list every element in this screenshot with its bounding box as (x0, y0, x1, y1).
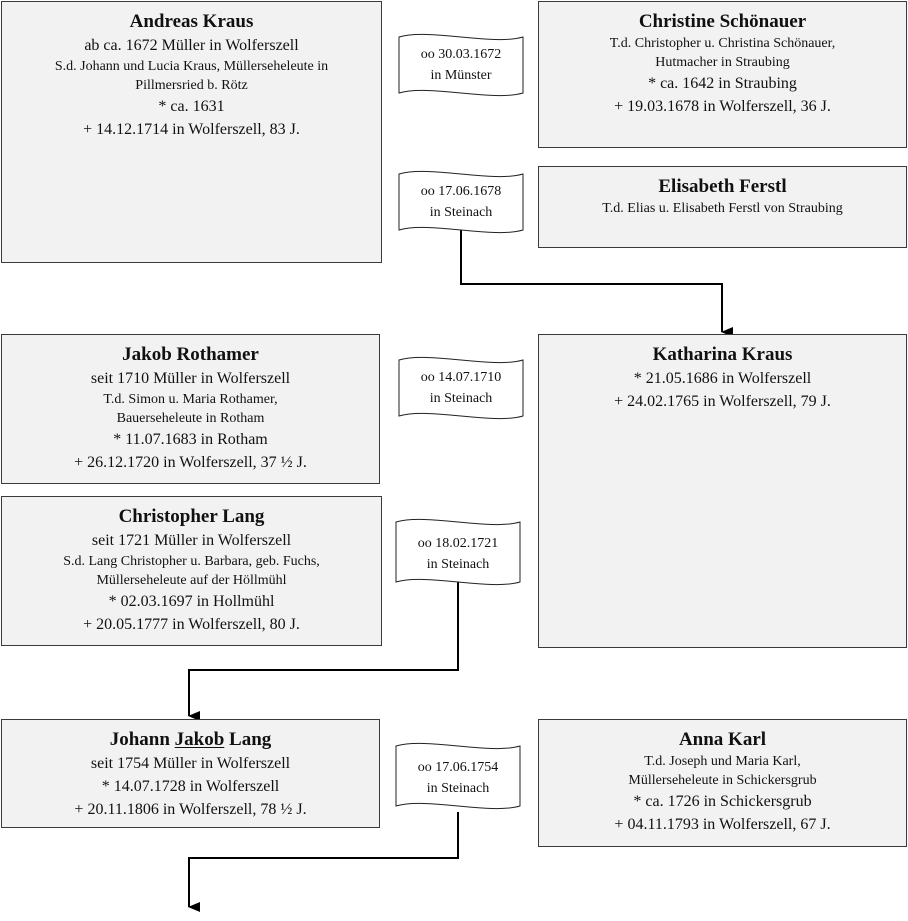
person-box-johann-jakob-lang (1, 719, 380, 828)
marriage-flag-1710 (398, 354, 524, 424)
person-parents: T.d. Simon u. Maria Rothamer, (103, 392, 278, 407)
marriage-place: in Steinach (426, 557, 490, 572)
person-parents: S.d. Lang Christopher u. Barbara, geb. Fuchs, (63, 554, 320, 569)
person-died: + 26.12.1720 in Wolferszell, 37 ½ J. (74, 454, 307, 471)
person-occupation: seit 1721 Müller in Wolferszell (91, 532, 292, 549)
person-name: Christopher Lang (118, 506, 265, 527)
marriage-date: oo 17.06.1754 (417, 760, 499, 775)
person-occupation: ab ca. 1672 Müller in Wolferszell (84, 37, 299, 54)
person-parents: T.d. Joseph und Maria Karl, (644, 754, 801, 769)
person-parents: T.d. Elias u. Elisabeth Ferstl von Straubing (602, 201, 843, 216)
person-name: Christine Schönauer (638, 11, 807, 32)
marriage-flag-1678 (398, 168, 524, 238)
person-box-christine-schoenauer (538, 1, 907, 148)
marriage-place: in Steinach (429, 391, 493, 406)
person-box-jakob-rothamer (1, 334, 380, 484)
person-born: * 11.07.1683 in Rotham (113, 431, 268, 448)
marriage-place: in Münster (430, 68, 492, 83)
person-name: Elisabeth Ferstl (658, 176, 787, 197)
marriage-flag-1754 (395, 740, 521, 810)
person-born: * ca. 1726 in Schickersgrub (633, 793, 812, 810)
person-born: * 02.03.1697 in Hollmühl (108, 593, 275, 610)
person-born: * ca. 1642 in Straubing (648, 75, 797, 92)
person-box-anna-karl (538, 719, 907, 847)
person-box-katharina-kraus (538, 334, 907, 648)
marriage-date: oo 18.02.1721 (417, 536, 499, 551)
person-occupation: seit 1754 Müller in Wolferszell (90, 755, 291, 772)
person-name: Andreas Kraus (129, 11, 254, 32)
person-parents: S.d. Johann und Lucia Kraus, Müllerseheleute in (54, 59, 329, 74)
person-born: * 14.07.1728 in Wolferszell (101, 778, 280, 795)
marriage-date: oo 17.06.1678 (420, 184, 502, 199)
person-box-christopher-lang (1, 496, 382, 646)
marriage-place: in Steinach (429, 205, 493, 220)
person-name-last: Lang (229, 729, 272, 750)
person-died: + 04.11.1793 in Wolferszell, 67 J. (614, 816, 831, 833)
person-name: Katharina Kraus (652, 344, 793, 365)
person-born: * 21.05.1686 in Wolferszell (633, 370, 812, 387)
person-died: + 24.02.1765 in Wolferszell, 79 J. (614, 393, 831, 410)
person-parents-cont: Müllerseheleute auf der Höllmühl (96, 573, 287, 588)
marriage-date: oo 14.07.1710 (420, 370, 502, 385)
person-box-elisabeth-ferstl (538, 166, 907, 248)
person-parents-cont: Hutmacher in Straubing (655, 55, 790, 70)
person-name-first: Johann (109, 729, 170, 750)
marriage-flag-1672 (398, 31, 524, 101)
person-parents-cont: Müllerseheleute in Schickersgrub (628, 773, 817, 788)
person-born: * ca. 1631 (158, 98, 225, 115)
person-parents-cont: Pillmersried b. Rötz (135, 78, 248, 93)
person-parents: T.d. Christopher u. Christina Schönauer, (609, 36, 836, 51)
person-occupation: seit 1710 Müller in Wolferszell (90, 370, 291, 387)
person-name (2, 728, 379, 752)
person-box-andreas-kraus (1, 1, 382, 263)
person-name: Jakob Rothamer (122, 344, 259, 365)
person-name-underlined: Jakob (174, 729, 225, 750)
person-died: + 19.03.1678 in Wolferszell, 36 J. (614, 98, 831, 115)
marriage-flag-1721 (395, 516, 521, 586)
marriage-place: in Steinach (426, 781, 490, 796)
person-died: + 20.11.1806 in Wolferszell, 78 ½ J. (74, 801, 307, 818)
person-parents-cont: Bauerseheleute in Rotham (116, 411, 265, 426)
person-died: + 20.05.1777 in Wolferszell, 80 J. (83, 616, 300, 633)
person-died: + 14.12.1714 in Wolferszell, 83 J. (83, 121, 300, 138)
person-name: Anna Karl (678, 729, 767, 750)
marriage-date: oo 30.03.1672 (420, 47, 502, 62)
